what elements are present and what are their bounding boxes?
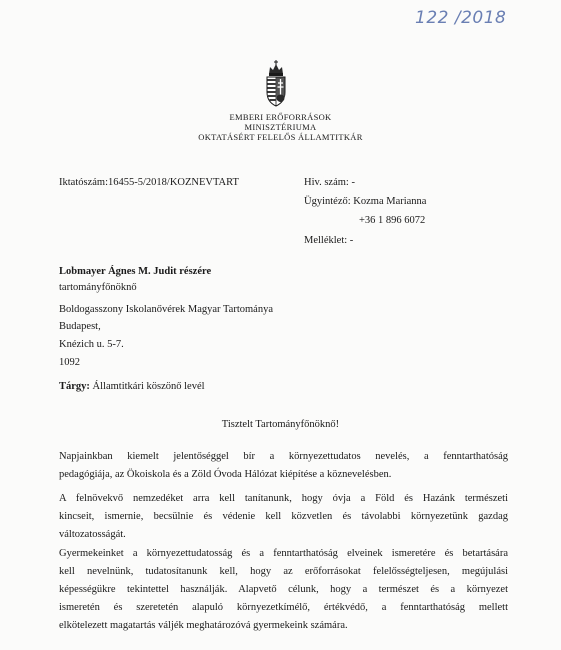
paragraph-3 <box>59 545 508 635</box>
paragraph-1 <box>59 448 508 484</box>
handwritten-reference-number: 122 /2018 <box>415 8 507 28</box>
ministry-name-line-1: EMBERI ERŐFORRÁSOK <box>229 112 332 122</box>
recipient-city: Budapest, <box>59 321 101 332</box>
paragraph-1-line-2: pedagógiája, az Ökoiskola és a Zöld Óvoda Hálózat kiépítése a köznevelésben. <box>59 469 392 480</box>
attachment <box>304 234 353 247</box>
reference-number <box>304 176 355 189</box>
filing-number-value: 16455-5/2018/KOZNEVTART <box>107 177 239 188</box>
paragraph-3-line-2: kell nevelnünk, tudatosítanunk kell, hogy az erőforrásokat felelősségteljesen, megújulási <box>59 566 508 577</box>
recipient-title: tartományfőnöknő <box>59 282 137 293</box>
paragraph-2-line-1: A felnövekvő nemzedéket arra kell tanítanunk, hogy óvja a Föld és Hazánk természeti <box>59 493 508 504</box>
case-officer-label: Ügyintéző: <box>304 196 351 207</box>
salutation: Tisztelt Tartományfőnöknő! <box>221 419 340 430</box>
ministry-name-line-2: MINISZTÉRIUMA <box>244 122 317 132</box>
paragraph-1-line-1: Napjainkban kiemelt jelentőséggel bír a környezettudatos nevelés, a fenntarthatóság <box>59 451 508 462</box>
reference-number-value: - <box>351 177 355 188</box>
paragraph-3-line-5: elkötelezett magatartás váljék meghatározóvá gyermekeink számára. <box>59 620 348 631</box>
paragraph-2 <box>59 490 508 544</box>
hungarian-coat-of-arms-icon <box>263 60 289 108</box>
recipient-street: Knézich u. 5-7. <box>59 339 124 350</box>
recipient-name: Lobmayer Ágnes M. Judit részére <box>59 266 212 277</box>
case-officer <box>304 195 426 208</box>
reference-number-label: Hiv. szám: <box>304 177 349 188</box>
state-secretary-title: OKTATÁSÉRT FELELŐS ÁLLAMTITKÁR <box>198 132 363 142</box>
case-officer-value: Kozma Marianna <box>353 196 427 207</box>
recipient-zip: 1092 <box>59 357 80 368</box>
attachment-value: - <box>349 235 354 246</box>
subject-value: Államtitkári köszönő levél <box>92 381 205 392</box>
paragraph-3-line-3: képességükre tekintettel használják. Alapvető célunk, hogy a természet és a környezet <box>59 584 508 595</box>
attachment-label: Melléklet: <box>304 235 348 246</box>
paragraph-2-line-2: kincseit, ismernie, becsülnie és védenie kell közvetlen és távolabbi környezetünk gazdag <box>59 511 508 522</box>
filing-number <box>59 176 239 189</box>
filing-number-label: Iktatószám: <box>59 177 108 188</box>
phone-number: +36 1 896 6072 <box>359 215 426 226</box>
paragraph-3-line-1: Gyermekeinket a környezettudatosság és a fenntarthatóság elveinek ismeretére és betartására <box>59 548 508 559</box>
paragraph-3-line-4: ismeretén és szeretetén alapuló környezetkímélő, értékvédő, a fenntarthatóság mellett <box>59 602 508 613</box>
recipient-organization: Boldogasszony Iskolanővérek Magyar Tartománya <box>59 304 273 315</box>
subject-label: Tárgy: <box>59 381 90 392</box>
paragraph-2-line-3: változatosságát. <box>59 529 126 540</box>
subject-line <box>59 380 205 393</box>
